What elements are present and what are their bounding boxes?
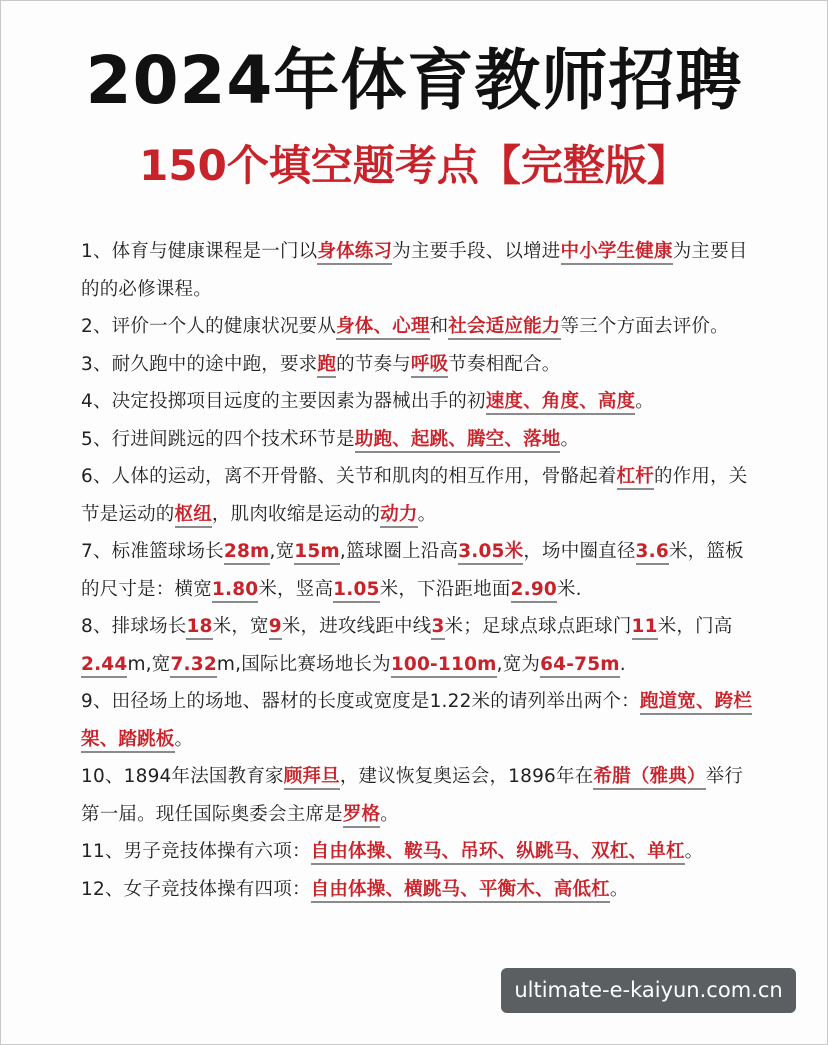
question-item <box>81 683 757 758</box>
answer-highlight: 3.6 <box>636 541 669 565</box>
document-subtitle: 150个填空题考点【完整版】 <box>139 141 689 190</box>
answer-highlight: 7.32 <box>170 654 216 678</box>
question-text: 10、1894年法国教育家 <box>81 766 284 787</box>
answer-highlight: 9 <box>269 616 282 640</box>
question-item <box>81 383 757 421</box>
question-text: 1、体育与健康课程是一门以 <box>81 241 318 262</box>
answer-highlight: 1.80 <box>212 579 258 603</box>
question-text: 。 <box>380 803 399 825</box>
answer-highlight: 11 <box>632 616 658 640</box>
answer-highlight: 呼吸 <box>411 354 448 378</box>
question-text: 米，进攻线距中线 <box>281 616 432 637</box>
answer-highlight: 2.90 <box>511 579 557 603</box>
question-text: ，场中圈直径 <box>523 541 636 562</box>
answer-highlight: 自由体操、鞍马、吊环、纵跳马、双杠、单杠 <box>311 841 685 865</box>
question-text: 米. <box>556 578 582 600</box>
answer-highlight: 跑道宽、跨栏架、踏跳板 <box>81 691 752 753</box>
question-text: ,篮球圈上沿高 <box>339 541 459 562</box>
question-text: 米，竖高 <box>258 578 334 600</box>
answer-highlight: 18 <box>186 616 212 640</box>
question-text: 3、耐久跑中的途中跑，要求 <box>81 353 318 375</box>
question-list <box>81 233 757 908</box>
question-text: 为主要目的的必修课程。 <box>81 241 748 300</box>
question-text: 米，下沿距地面 <box>379 578 511 600</box>
question-item <box>81 346 757 384</box>
answer-highlight: 身体练习 <box>317 241 392 265</box>
answer-highlight: 动力 <box>380 504 417 528</box>
answer-highlight: 罗格 <box>343 804 380 828</box>
question-item <box>81 533 757 608</box>
answer-highlight: 枢纽 <box>175 504 212 528</box>
document-title: 2024年体育教师招聘 <box>85 42 743 119</box>
question-item <box>81 608 757 683</box>
question-text: 的节奏与 <box>336 353 411 375</box>
question-item <box>81 233 757 308</box>
question-text: . <box>619 653 626 675</box>
answer-highlight: 1.05 <box>333 579 379 603</box>
question-text: 。 <box>609 878 629 900</box>
question-text: ，肌肉收缩是运动的 <box>211 503 381 525</box>
question-text: 。 <box>635 391 654 412</box>
question-text: 米，宽 <box>212 616 269 637</box>
question-text: 。 <box>174 728 194 750</box>
question-item <box>81 308 757 346</box>
question-item <box>81 458 757 533</box>
answer-highlight: 杠杆 <box>617 466 654 490</box>
answer-highlight: 希腊（雅典） <box>593 766 705 790</box>
answer-highlight: 3 <box>431 616 444 640</box>
question-text: 米，门高 <box>657 616 733 637</box>
answer-highlight: 2.44 <box>81 654 127 678</box>
answer-highlight: 3.05米 <box>458 541 523 565</box>
question-text: 7、标准篮球场长 <box>81 541 224 562</box>
question-text: 为主要手段、以增进 <box>392 241 561 262</box>
question-text: 9、田径场上的场地、器材的长度或宽度是1.22米的请列举出两个： <box>81 691 640 712</box>
answer-highlight: 中小学生健康 <box>561 241 673 265</box>
question-text: 11、男子竞技体操有六项： <box>81 841 311 862</box>
question-text: 和 <box>429 316 449 337</box>
question-text: 等三个方面去评价。 <box>560 316 729 337</box>
question-text: 12、女子竞技体操有四项： <box>81 878 311 900</box>
answer-highlight: 28m <box>224 541 270 565</box>
answer-highlight: 自由体操、横跳马、平衡木、高低杠 <box>311 879 610 903</box>
question-text: 。 <box>684 841 704 862</box>
answer-highlight: 64-75m <box>540 654 620 678</box>
question-item <box>81 421 757 459</box>
question-text: 举行第一届。现任国际奥委会主席是 <box>81 766 744 825</box>
answer-highlight: 身体、心理 <box>336 316 430 340</box>
question-text: 米，篮板的尺寸是：横宽 <box>81 541 744 600</box>
question-text: 。 <box>560 428 580 450</box>
watermark-badge: ultimate-e-kaiyun.com.cn <box>501 968 796 1013</box>
question-text: 。 <box>417 503 437 525</box>
question-text: 的作用，关节是运动的 <box>81 466 748 525</box>
question-text: ,宽为 <box>496 653 541 675</box>
question-text: 4、决定投掷项目远度的主要因素为器械出手的初 <box>81 391 486 412</box>
answer-highlight: 速度、角度、高度 <box>486 391 636 415</box>
question-text: ，建议恢复奥运会，1896年在 <box>339 766 594 787</box>
question-text: ,宽 <box>269 541 295 562</box>
answer-highlight: 100-110m <box>391 654 497 678</box>
question-item <box>81 871 757 909</box>
question-text: m,宽 <box>127 653 171 675</box>
answer-highlight: 跑 <box>317 354 336 378</box>
answer-highlight: 社会适应能力 <box>448 316 560 340</box>
answer-highlight: 助跑、起跳、腾空、落地 <box>355 429 561 453</box>
question-text: 节奏相配合。 <box>448 353 561 375</box>
question-item <box>81 758 757 833</box>
question-text: 5、行进间跳远的四个技术环节是 <box>81 428 355 450</box>
answer-highlight: 15m <box>294 541 340 565</box>
question-text: m,国际比赛场地长为 <box>216 653 391 675</box>
question-item <box>81 833 757 871</box>
question-text: 6、人体的运动，离不开骨骼、关节和肌肉的相互作用，骨骼起着 <box>81 466 617 487</box>
question-text: 米；足球点球点距球门 <box>444 616 632 637</box>
question-text: 2、评价一个人的健康状况要从 <box>81 316 337 337</box>
answer-highlight: 顾拜旦 <box>284 766 340 790</box>
question-text: 8、排球场长 <box>81 616 187 637</box>
